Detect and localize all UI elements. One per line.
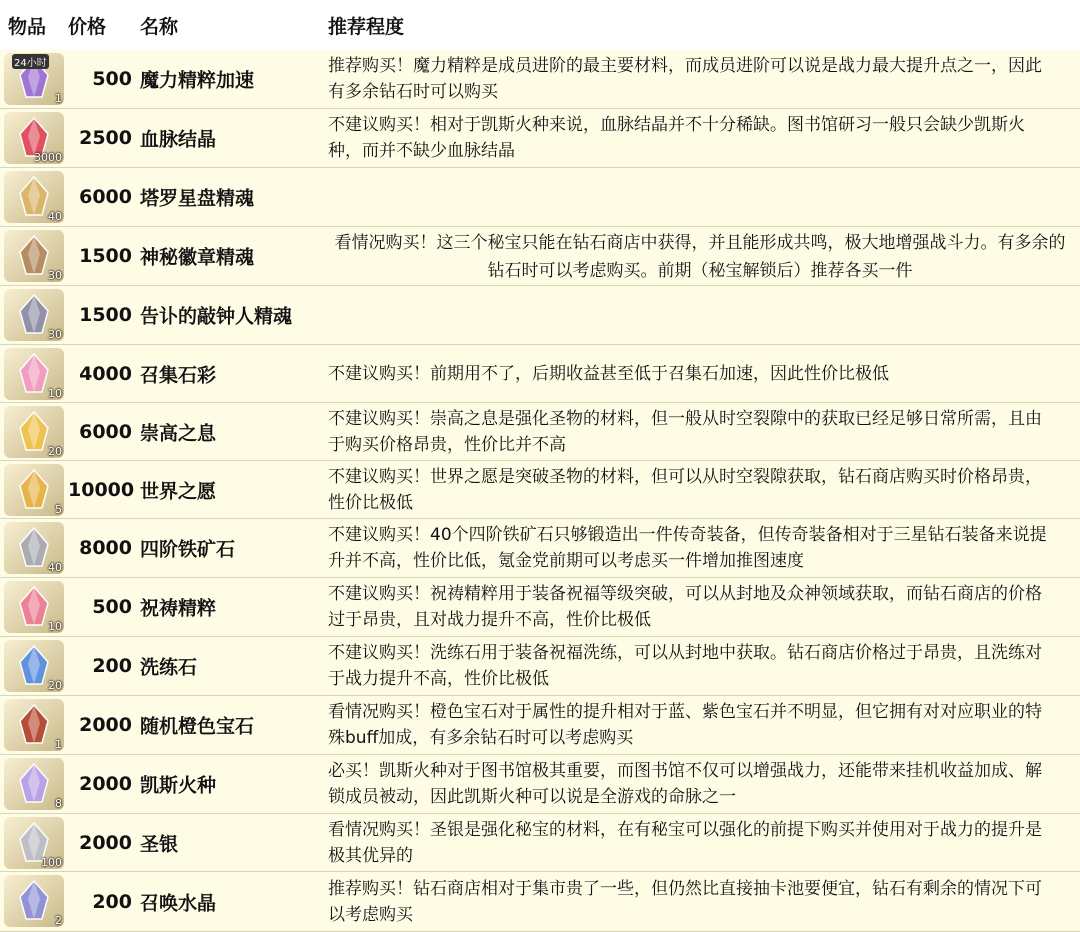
item-price: 2000	[79, 714, 132, 736]
table-row	[0, 872, 1080, 932]
treasure-chest-icon	[4, 699, 64, 751]
item-price: 1500	[79, 304, 132, 326]
table-row	[0, 168, 1080, 227]
item-price: 4000	[79, 362, 132, 385]
item-recommendation: 推荐购买！魔力精粹是成员进阶的最主要材料，而成员进阶可以说是战力最大提升点之一，因此有多余钻石时可以购买	[328, 56, 1042, 102]
merged-note: 看情况购买！这三个秘宝只能在钻石商店中获得，并且能形成共鸣，极大地增强战斗力。有多余的钻石时可以考虑购买。前期（秘宝解锁后）推荐各买一件	[334, 232, 1066, 281]
item-quantity: 3000	[34, 151, 62, 164]
item-recommendation: 必买！凯斯火种对于图书馆极其重要，而图书馆不仅可以增强战力，还能带来挂机收益加成、解锁成员被动，因此凯斯火种可以说是全游戏的命脉之一	[328, 761, 1042, 807]
item-price: 8000	[79, 537, 132, 559]
item-name: 洗练石	[140, 656, 198, 679]
item-quantity: 10	[48, 387, 62, 400]
blue-crystal-icon	[4, 640, 64, 692]
table-row	[0, 578, 1080, 637]
item-quantity: 2	[55, 914, 62, 927]
header-price: 价格	[68, 16, 107, 38]
item-recommendation: 不建议购买！相对于凯斯火种来说，血脉结晶并不十分稀缺。图书馆研习一般只会缺少凯斯火种，而并不缺少血脉结晶	[328, 115, 1025, 161]
item-quantity: 1	[55, 738, 62, 751]
item-name: 随机橙色宝石	[140, 715, 255, 738]
item-recommendation: 推荐购买！钻石商店相对于集市贵了一些，但仍然比直接抽卡池要便宜，钻石有剩余的情况下可以考虑购买	[328, 878, 1042, 925]
silver-ingot-icon	[4, 817, 64, 869]
item-quantity: 40	[48, 210, 62, 223]
item-price: 6000	[79, 186, 132, 208]
item-recommendation: 不建议购买！40个四阶铁矿石只够锻造出一件传奇装备，但传奇装备相对于三星钻石装备来说提升并不高，性价比低，氪金党前期可以考虑买一件增加推图速度	[328, 525, 1047, 571]
item-quantity: 10	[48, 620, 62, 633]
table-header	[0, 0, 1080, 51]
item-name: 召唤水晶	[140, 892, 217, 914]
item-price: 1500	[79, 245, 132, 267]
badge-icon	[4, 230, 64, 282]
header-item: 物品	[8, 16, 47, 38]
item-recommendation: 看情况购买！圣银是强化秘宝的材料，在有秘宝可以强化的前提下购买并使用对于战力的提升是极其优异的	[328, 819, 1042, 866]
item-quantity: 20	[48, 679, 62, 692]
item-name: 神秘徽章精魂	[140, 246, 255, 269]
item-quantity: 100	[41, 856, 62, 869]
item-price: 6000	[79, 420, 132, 443]
summon-crystal-icon	[4, 875, 64, 927]
item-price: 2000	[79, 773, 132, 795]
item-recommendation: 不建议购买！前期用不了，后期收益甚至低于召集石加速，因此性价比极低	[328, 363, 889, 384]
flame-icon	[4, 758, 64, 810]
item-name: 圣银	[140, 833, 179, 855]
item-quantity: 20	[48, 445, 62, 458]
gold-crystal-icon	[4, 406, 64, 458]
item-name: 世界之愿	[140, 480, 217, 502]
astrolabe-icon	[4, 171, 64, 223]
item-price: 200	[92, 890, 132, 913]
table-row	[0, 519, 1080, 578]
item-quantity: 30	[48, 328, 62, 341]
table-row	[0, 345, 1080, 403]
table-row	[0, 637, 1080, 696]
item-quantity: 8	[55, 797, 62, 810]
header-name: 名称	[140, 16, 179, 38]
item-price: 10000	[68, 478, 135, 501]
header-rating: 推荐程度	[328, 16, 405, 38]
table-row	[0, 755, 1080, 814]
item-recommendation: 不建议购买！祝祷精粹用于装备祝福等级突破，可以从封地及众神领域获取，而钻石商店的价格过于昂贵，且对战力提升不高，性价比极低	[328, 584, 1042, 630]
pink-orb-icon	[4, 348, 64, 400]
item-quantity: 1	[55, 92, 62, 105]
item-recommendation: 不建议购买！洗练石用于装备祝福洗练，可以从封地中获取。钻石商店价格过于昂贵，且洗练对于战力提升不高，性价比极低	[328, 643, 1042, 689]
item-recommendation: 看情况购买！橙色宝石对于属性的提升相对于蓝、紫色宝石并不明显，但它拥有对对应职业的特殊buff加成，有多余钻石时可以考虑购买	[328, 702, 1042, 748]
iron-ore-icon	[4, 522, 64, 574]
item-price: 200	[92, 655, 132, 677]
table-row	[0, 109, 1080, 168]
item-name: 四阶铁矿石	[140, 538, 236, 561]
table-row	[0, 50, 1080, 109]
item-price: 500	[92, 596, 132, 618]
table-row	[0, 403, 1080, 461]
duration-tag: 24小时	[12, 54, 49, 69]
item-recommendation: 不建议购买！崇高之息是强化圣物的材料，但一般从时空裂隙中的获取已经足够日常所需，且由于购买价格昂贵，性价比并不高	[328, 408, 1042, 455]
golden-orb-icon	[4, 464, 64, 516]
item-price: 2000	[79, 831, 132, 854]
item-name: 塔罗星盘精魂	[140, 187, 255, 210]
item-price: 500	[92, 68, 132, 90]
crystal-hourglass-icon	[4, 53, 64, 105]
item-quantity: 5	[55, 503, 62, 516]
item-recommendation: 不建议购买！世界之愿是突破圣物的材料，但可以从时空裂隙获取，钻石商店购买时价格昂贵，性价比极低	[328, 466, 1042, 513]
item-name: 崇高之息	[140, 422, 217, 444]
item-price: 2500	[79, 127, 132, 149]
table-row	[0, 286, 1080, 345]
item-name: 血脉结晶	[140, 128, 217, 151]
pink-shards-icon	[4, 581, 64, 633]
bell-ringer-icon	[4, 289, 64, 341]
item-quantity: 40	[48, 561, 62, 574]
item-quantity: 30	[48, 269, 62, 282]
table-row	[0, 814, 1080, 872]
item-name: 凯斯火种	[140, 774, 217, 797]
table-row	[0, 696, 1080, 755]
item-name: 告讣的敲钟人精魂	[140, 305, 293, 328]
item-name: 魔力精粹加速	[140, 69, 255, 92]
item-name: 召集石彩	[140, 364, 217, 386]
item-name: 祝祷精粹	[140, 597, 217, 620]
table-row	[0, 461, 1080, 519]
red-crystal-icon	[4, 112, 64, 164]
